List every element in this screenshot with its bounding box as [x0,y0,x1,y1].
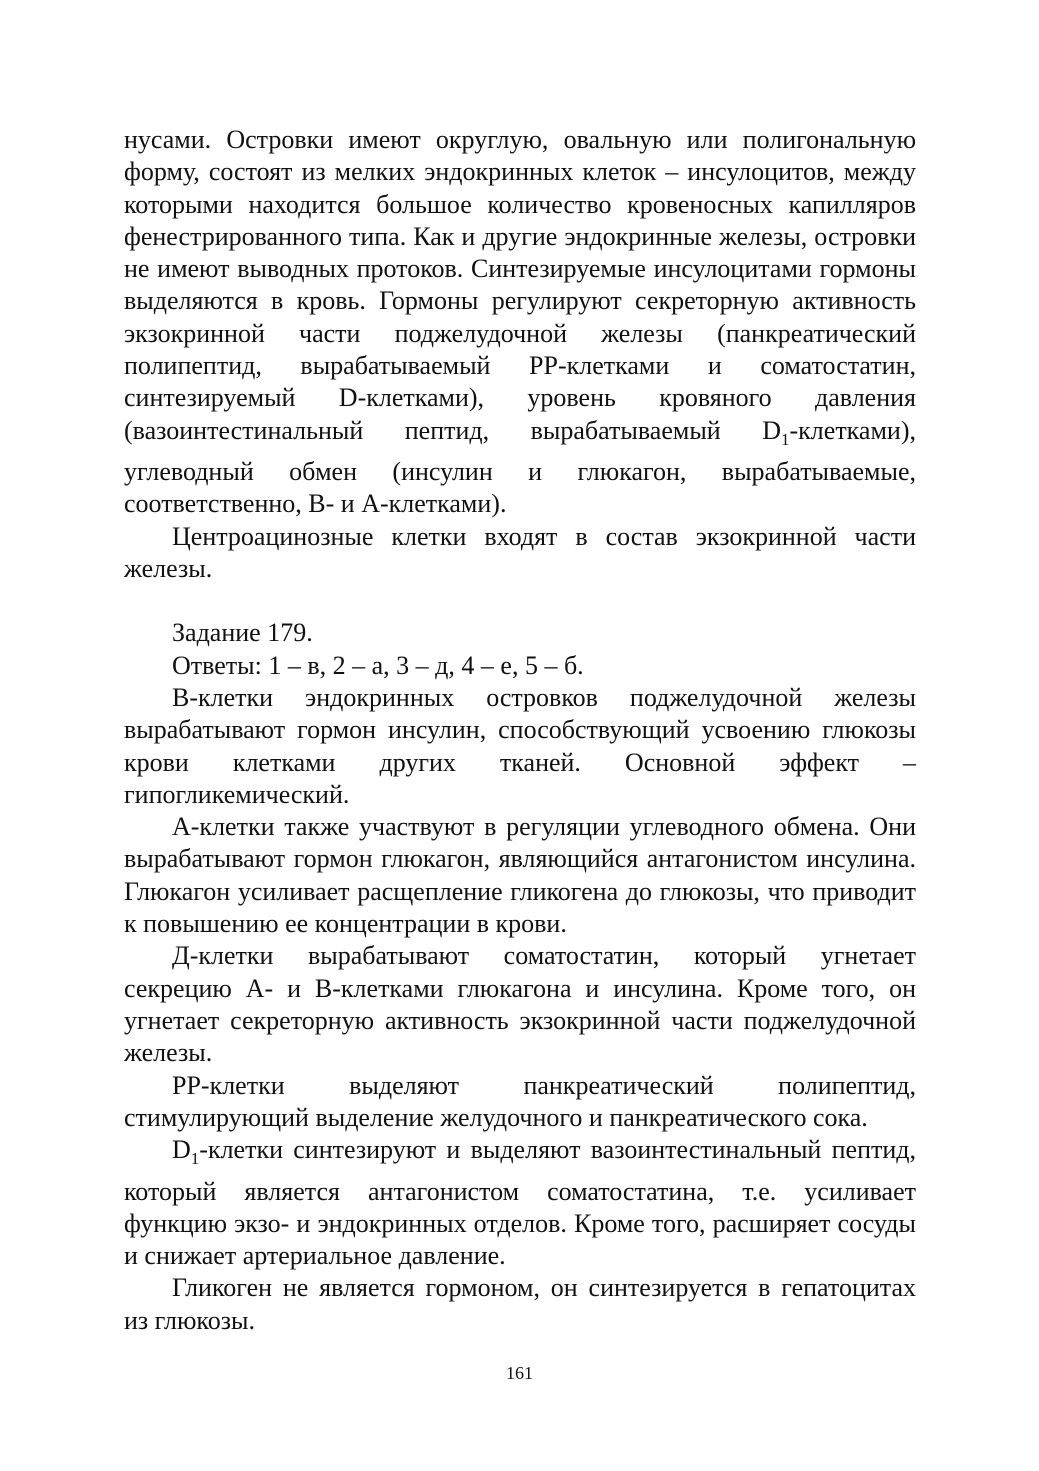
d-letter: D [172,1135,191,1165]
page-number: 161 [506,1363,533,1383]
subscript-1: 1 [781,429,790,449]
paragraph-a-cells: А-клетки также участвуют в регуляции углеводного обмена. Они вырабатывают гормон глюкагон, являющийся антагонистом инсулина. Глюкагон усиливает расщепление гликогена до глюкозы, что приводит к повышению ее концентрации в крови. [124,812,916,939]
paragraph-text-tail: -клетки синтезируют и выделяют вазоинтестинальный пептид, который является антагонистом соматостатина, т.е. усиливает функцию экзо- и эндокринных отделов. Кроме того, расширяет сосуды и снижает артериальное давление. [124,1135,916,1271]
paragraph-d-cells: Д-клетки вырабатывают соматостатин, который угнетает секрецию А- и В-клетками глюкагона и инсулина. Кроме того, он угнетает секреторную активность экзокринной части поджелудочной железы. [124,941,916,1068]
paragraph-centroacinar: Центроацинозные клетки входят в состав экзокринной части железы. [124,521,916,584]
paragraph-islets-description [124,124,916,521]
paragraph-d1-cells [124,1134,916,1272]
task-heading: Задание 179. [172,618,313,648]
blank-line [124,585,916,617]
paragraph-text: нусами. Островки имеют округлую, овальную или полигональную форму, состоят из мелких эндокринных клеток – инсулоцитов, между которыми находится большое количество кровеносных капилляров фенестрированного типа. Как и другие эндокринные железы, островки не имеют выводных протоков. Синтезируемые инсулоцитами гормоны выделяются в кровь. Гормоны регулируют секреторную активность экзокринной части поджелудочной железы (панкреатический полипептид, вырабатываемый PP-клетками и соматостатин, синтезируемый D-клетками), уровень кровяного давления (вазоинтестинальный пептид, вырабатываемый [124,125,916,445]
paragraph-text-tail: -клетками), углеводный обмен (инсулин и глюкагон, вырабатываемые, соответственно, B- и A-клетками). [124,415,916,519]
subscript-1: 1 [190,1149,200,1169]
paragraph-pp-cells: PP-клетки выделяют панкреатический полипептид, стимулирующий выделение желудочного и панкреатического сока. [124,1070,916,1132]
page-body [124,124,916,1337]
paragraph-b-cells: B-клетки эндокринных островков поджелудочной железы вырабатывают гормон инсулин, способствующий усвоению глюкозы крови клетками других тканей. Основной эффект – гипогликемический. [124,682,916,809]
answers-line: Ответы: 1 – в, 2 – а, 3 – д, 4 – е, 5 – б. [172,650,584,680]
paragraph-glycogen: Гликоген не является гормоном, он синтезируется в гепатоцитах из глюкозы. [124,1273,916,1335]
d-letter: D [762,415,782,445]
